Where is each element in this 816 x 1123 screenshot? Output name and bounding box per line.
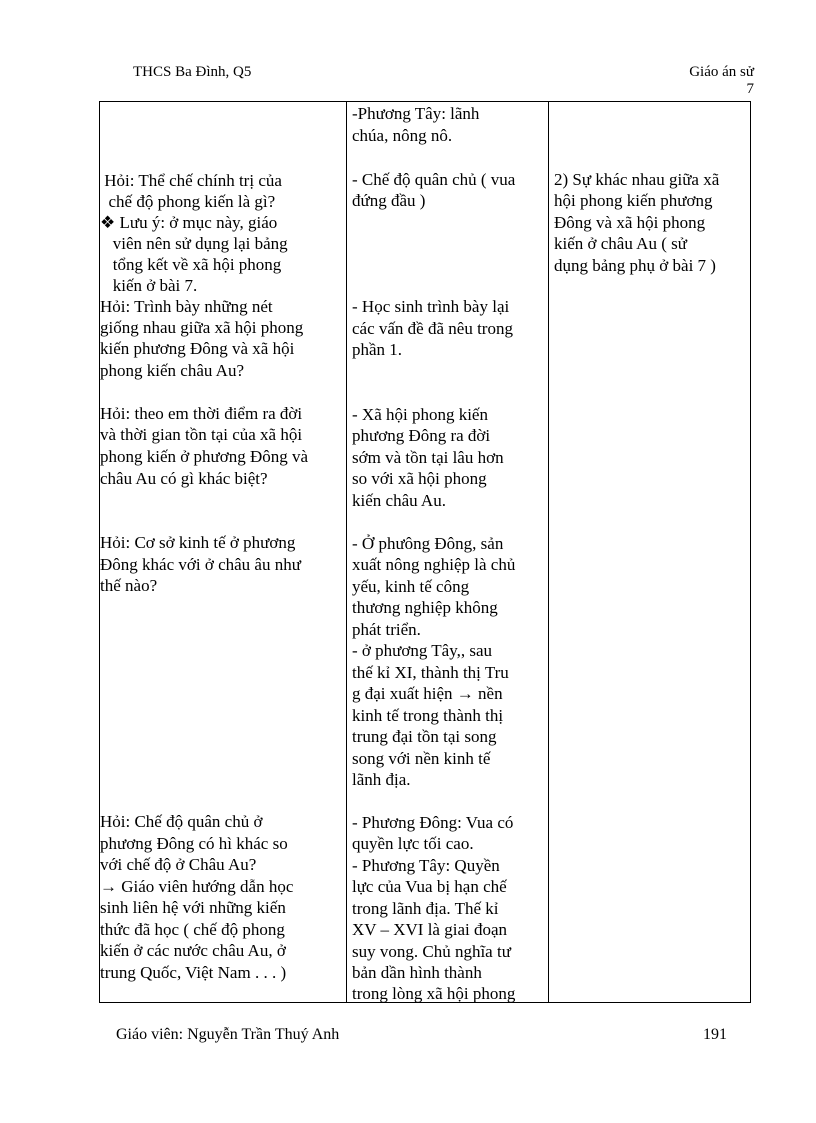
col3-line: Đông và xã hội phong <box>554 213 706 232</box>
col2-line: - Ở phưông Đông, sản <box>352 534 504 553</box>
col2-line: đứng đầu ) <box>352 191 426 210</box>
col1-line: ❖ Lưu ý: ở mục này, giáo <box>100 213 278 232</box>
col2-line: kinh tế trong thành thị <box>352 706 504 725</box>
col1-line: Hỏi: Cơ sở kinh tế ở phương <box>100 533 296 552</box>
col2-line: phần 1. <box>352 340 403 359</box>
col2-line: phát triển. <box>352 620 421 639</box>
col2-line: so với xã hội phong <box>352 469 487 488</box>
header-school: THCS Ba Đình, Q5 <box>133 64 252 80</box>
column-divider-2 <box>548 102 549 1002</box>
col1-line: Hỏi: Chế độ quân chủ ở <box>100 812 263 831</box>
col2-line: kiến châu Au. <box>352 491 446 510</box>
col2-line: - Xã hội phong kiến <box>352 405 488 424</box>
col2-line: lãnh địa. <box>352 770 411 789</box>
col1-line: phong kiến châu Au? <box>100 361 244 380</box>
col1-line: chế độ phong kiến là gì? <box>100 192 276 211</box>
col2-line: trong lãnh địa. Thế kỉ <box>352 899 499 918</box>
header-subject-line2: 7 <box>746 81 754 97</box>
col1-line: với chế độ ở Châu Au? <box>100 855 257 874</box>
column-divider-1 <box>346 102 347 1002</box>
col1-line: Hỏi: theo em thời điểm ra đời <box>100 404 303 423</box>
col3-line: hội phong kiến phương <box>554 191 713 210</box>
col1-line: Hỏi: Thể chế chính trị của <box>100 171 282 190</box>
col2-line: yếu, kinh tế công <box>352 577 470 596</box>
col1-line: trung Quốc, Việt Nam . . . ) <box>100 963 287 982</box>
col1-line: Hỏi: Trình bày những nét <box>100 297 273 316</box>
col1-line: Đông khác với ở châu âu như <box>100 555 301 574</box>
col1-line: kiến ở bài 7. <box>100 276 198 295</box>
col2-line: XV – XVI là giai đoạn <box>352 920 508 939</box>
col2-line: - Học sinh trình bày lại <box>352 297 510 316</box>
col1-line: kiến ở các nước châu Au, ở <box>100 941 286 960</box>
col2-line: lực của Vua bị hạn chế <box>352 877 507 896</box>
col2-line: quyền lực tối cao. <box>352 834 474 853</box>
col2-line: trong lòng xã hội phong <box>352 984 516 1003</box>
col3-line: kiến ở châu Au ( sử <box>554 234 687 253</box>
col2-line: các vấn đề đã nêu trong <box>352 319 513 338</box>
col2-line: -Phương Tây: lãnh <box>352 104 480 123</box>
col2-line: g đại xuất hiện → nền <box>352 684 503 703</box>
col2-line: sớm và tồn tại lâu hơn <box>352 448 504 467</box>
footer-teacher: Giáo viên: Nguyễn Trần Thuý Anh <box>116 1026 340 1043</box>
col1-line: giống nhau giữa xã hội phong <box>100 318 304 337</box>
col1-line: kiến phương Đông và xã hội <box>100 339 295 358</box>
col2-line: bản dần hình thành <box>352 963 482 982</box>
col1-line: thức đã học ( chế độ phong <box>100 920 285 939</box>
col3-line: 2) Sự khác nhau giữa xã <box>554 170 720 189</box>
col2-line: - Phương Tây: Quyền <box>352 856 500 875</box>
col2-line: - Phương Đông: Vua có <box>352 813 514 832</box>
lesson-table <box>99 101 751 1003</box>
col2-line: - Chế độ quân chủ ( vua <box>352 170 516 189</box>
col1-line: và thời gian tồn tại của xã hội <box>100 425 303 444</box>
col2-line: trung đại tồn tại song <box>352 727 497 746</box>
col1-line: tổng kết về xã hội phong <box>100 255 282 274</box>
footer-page-number: 191 <box>703 1026 727 1043</box>
col2-line: phương Đông ra đời <box>352 426 491 445</box>
col2-line: chúa, nông nô. <box>352 126 453 145</box>
col1-line: viên nên sử dụng lại bảng <box>100 234 288 253</box>
col1-line: sinh liên hệ với những kiến <box>100 898 286 917</box>
col1-line: phương Đông có hì khác so <box>100 834 288 853</box>
col1-line: thế nào? <box>100 576 158 595</box>
col2-line: song với nền kinh tế <box>352 749 491 768</box>
col3-line: dụng bảng phụ ở bài 7 ) <box>554 256 716 275</box>
col2-line: thương nghiệp không <box>352 598 498 617</box>
col2-line: suy vong. Chủ nghĩa tư <box>352 942 511 961</box>
header-subject-line1: Giáo án sử <box>689 64 754 80</box>
col1-line: → Giáo viên hướng dẫn học <box>100 877 294 896</box>
col2-line: thế kỉ XI, thành thị Tru <box>352 663 509 682</box>
col1-line: phong kiến ở phương Đông và <box>100 447 309 466</box>
col1-line: châu Au có gì khác biệt? <box>100 469 268 488</box>
header-subject <box>689 64 754 98</box>
col2-line: xuất nông nghiệp là chủ <box>352 555 516 574</box>
col2-line: - ở phương Tây,, sau <box>352 641 493 660</box>
